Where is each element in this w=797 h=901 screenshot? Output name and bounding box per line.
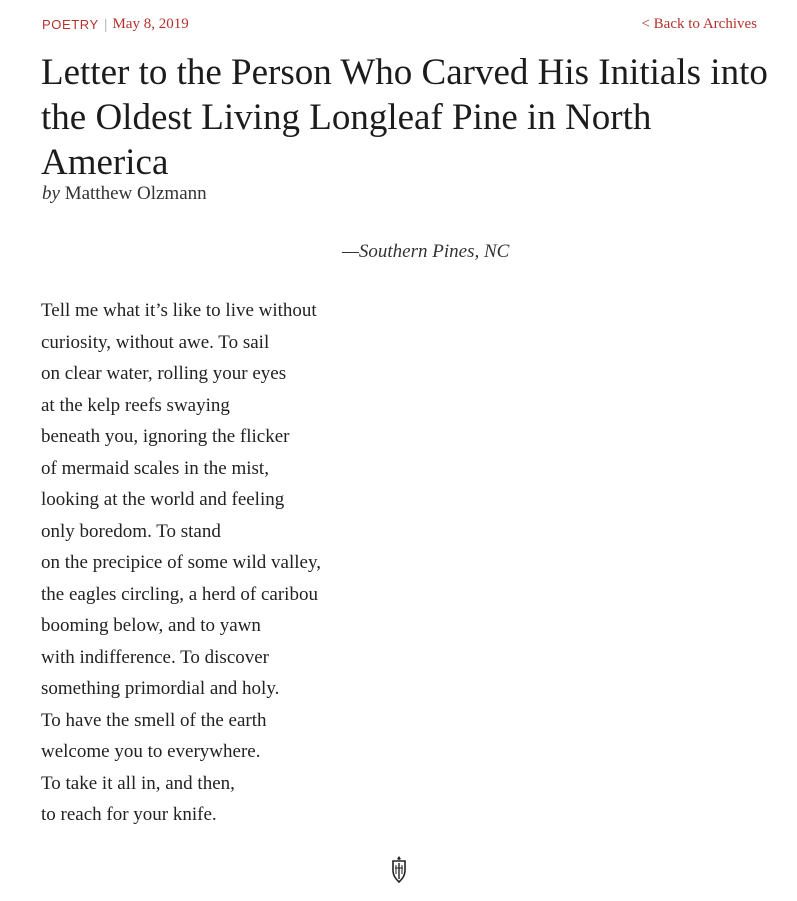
poem-line: curiosity, without awe. To sail xyxy=(41,331,270,353)
article-meta-bar xyxy=(42,14,757,34)
byline xyxy=(42,183,207,205)
poem-line: booming below, and to yawn xyxy=(41,615,261,636)
back-to-archives-link[interactable]: < Back to Archives xyxy=(641,15,757,32)
poem-line: the eagles circling, a herd of caribou xyxy=(41,583,318,605)
poem-line: of mermaid scales in the mist, xyxy=(41,457,269,479)
poem-line: on the precipice of some wild valley, xyxy=(41,552,321,573)
shield-crest-icon xyxy=(390,855,408,883)
publish-date: May 8, 2019 xyxy=(112,15,189,32)
poem-line: at the kelp reefs swaying xyxy=(41,394,230,416)
poem-line: beneath you, ignoring the flicker xyxy=(41,426,290,447)
poem-line: only boredom. To stand xyxy=(41,520,221,542)
poem-line: Tell me what it’s like to live without xyxy=(41,300,317,321)
article-title: Letter to the Person Who Carved His Initials into the Oldest Living Longleaf Pine in North America xyxy=(41,52,768,183)
poem-line: looking at the world and feeling xyxy=(41,489,285,510)
category-date-group xyxy=(42,16,189,33)
poem-body xyxy=(41,298,321,834)
meta-separator: | xyxy=(103,16,108,32)
poem-line: something primordial and holy. xyxy=(41,678,280,699)
byline-prefix: by xyxy=(42,183,60,204)
category-link[interactable]: POETRY xyxy=(42,16,99,32)
poem-line: to reach for your knife. xyxy=(41,804,217,825)
poem-line: welcome you to everywhere. xyxy=(41,741,261,762)
author-name: Matthew Olzmann xyxy=(64,183,207,204)
poem-line: To take it all in, and then, xyxy=(41,772,235,794)
poem-line: To have the smell of the earth xyxy=(41,709,267,731)
epigraph: —Southern Pines, NC xyxy=(342,241,510,262)
poem-line: on clear water, rolling your eyes xyxy=(41,363,287,384)
poem-line: with indifference. To discover xyxy=(41,646,270,668)
